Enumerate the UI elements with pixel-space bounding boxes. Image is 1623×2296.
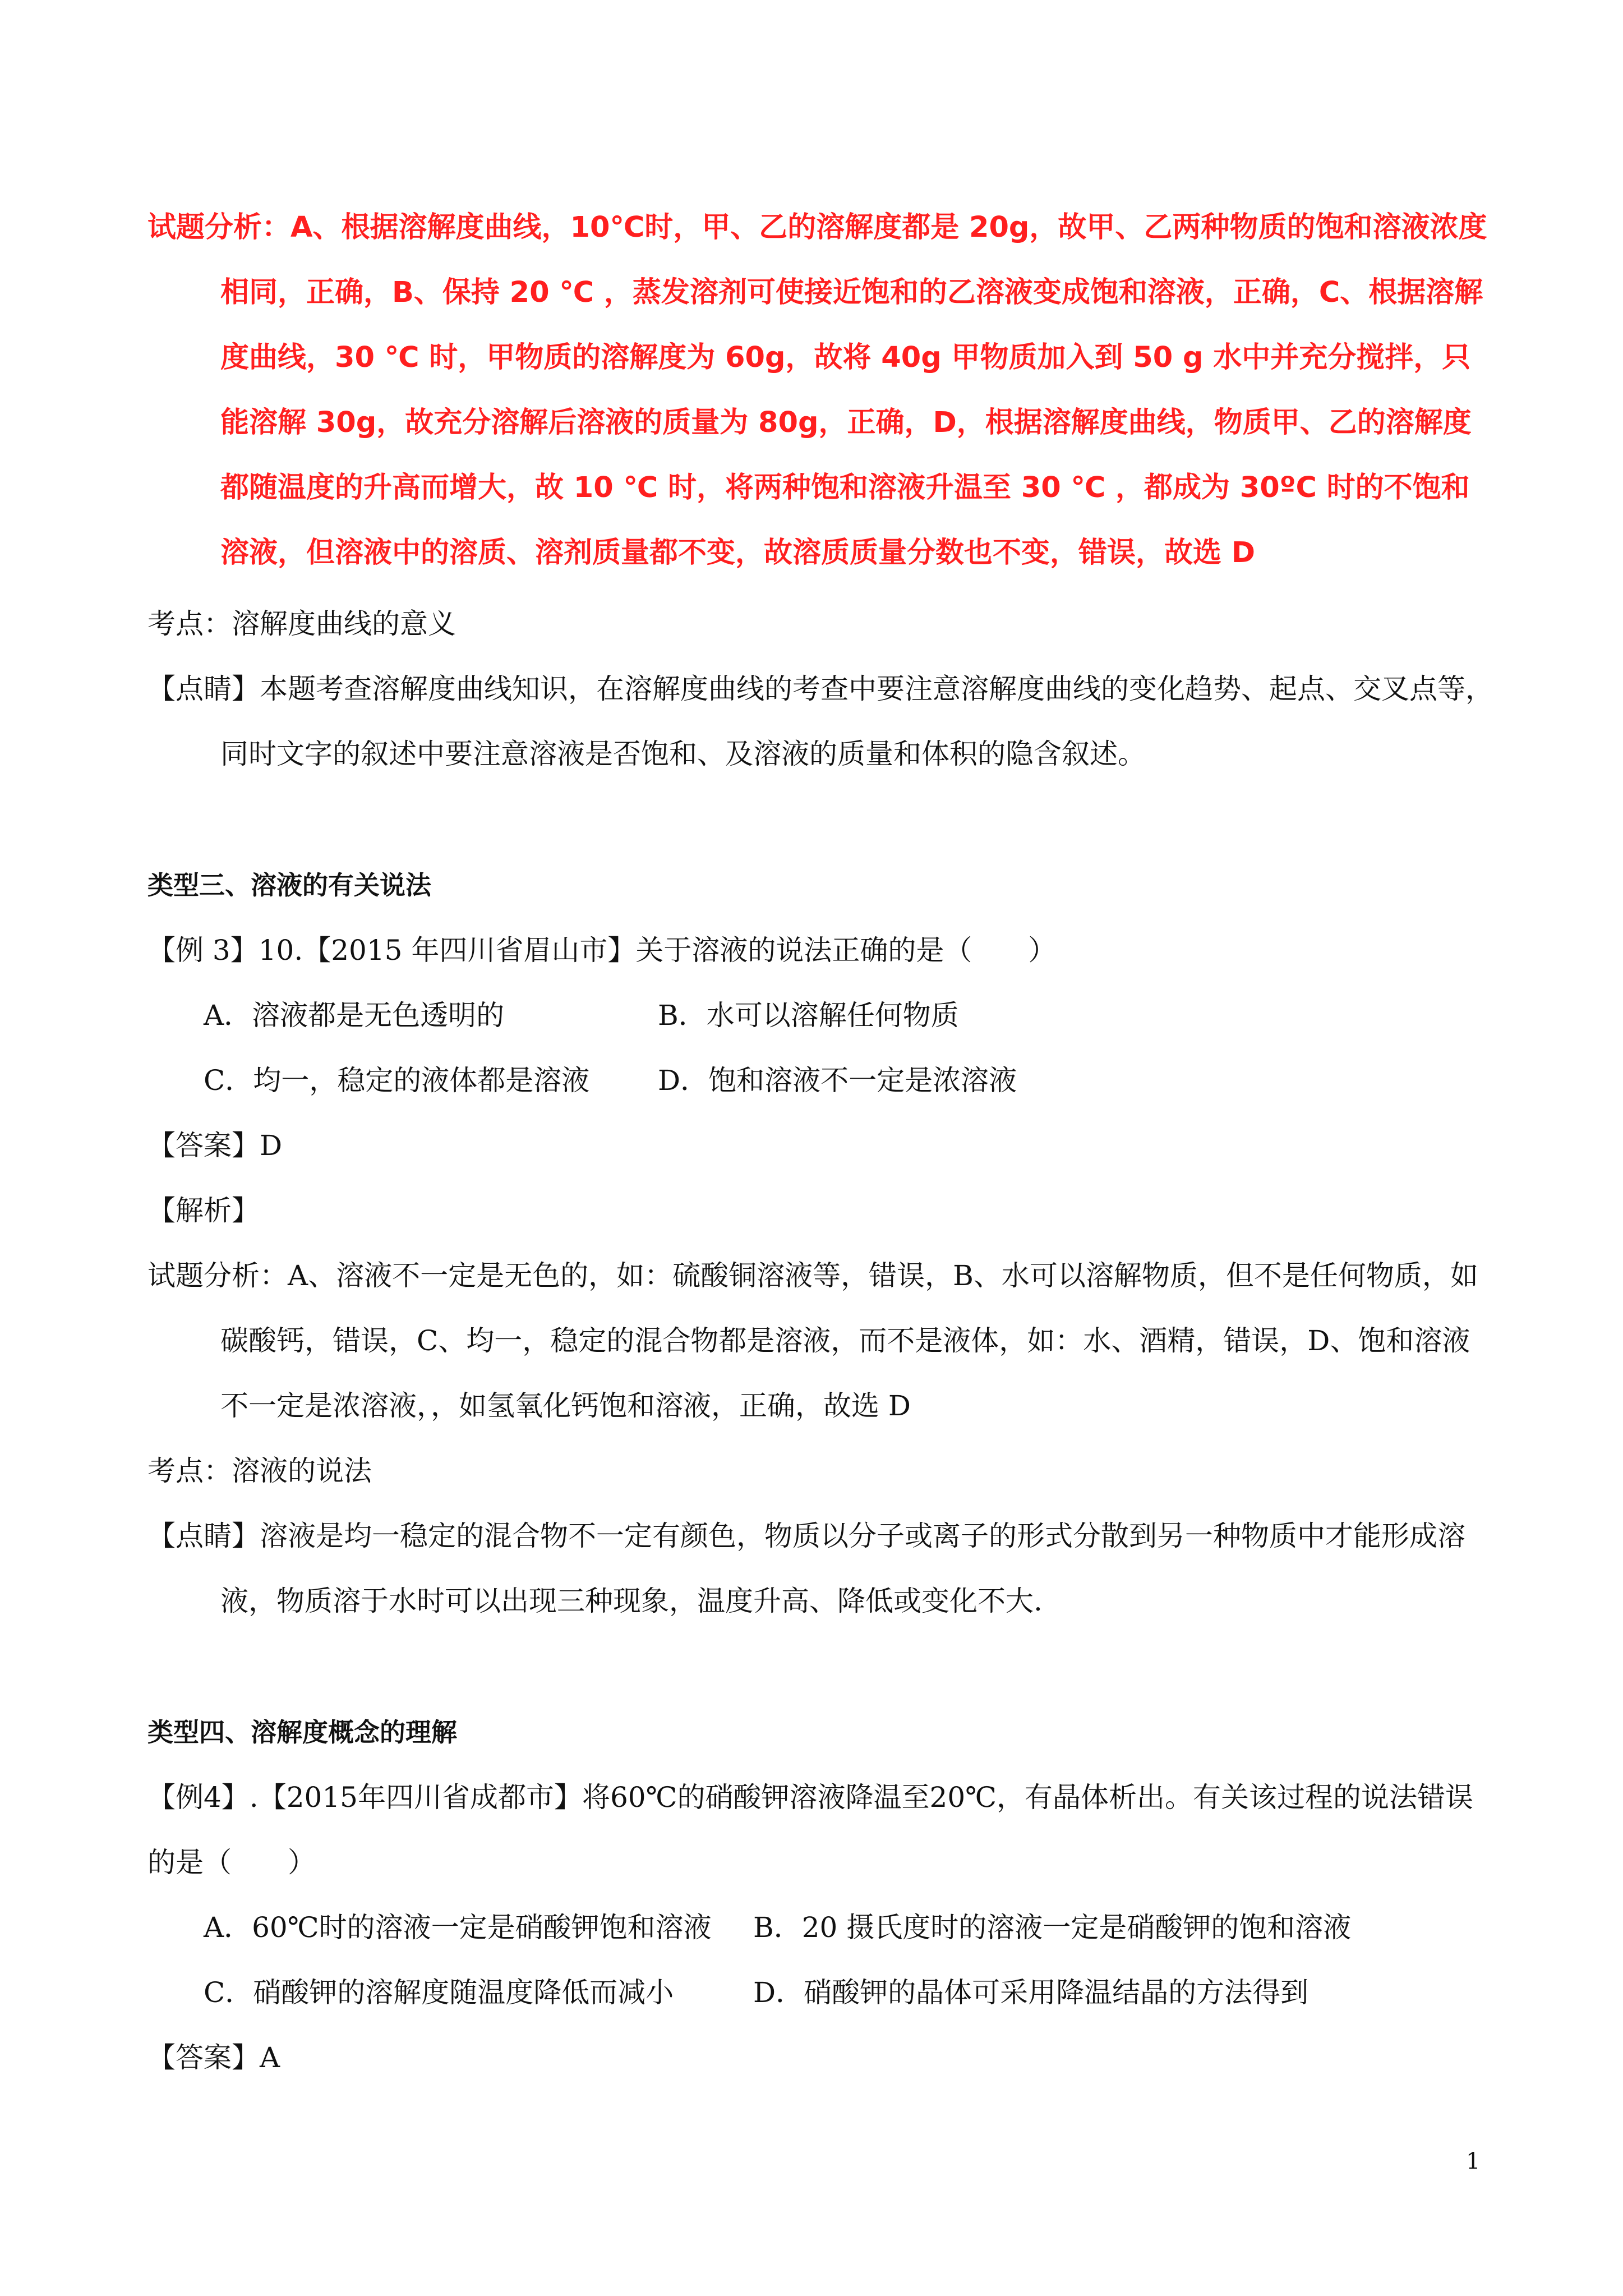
section4-options-row-2: [204, 1960, 1493, 2025]
dianjing-1: 【点睛】本题考查溶解度曲线知识，在溶解度曲线的考查中要注意溶解度曲线的变化趋势、起点、交叉点等，同时文字的叙述中要注意溶液是否饱和、及溶液的质量和体积的隐含叙述。: [147, 673, 1493, 770]
section3-option-a: A．溶液都是无色透明的: [204, 999, 505, 1032]
section3-option-b: B．水可以溶解任何物质: [658, 999, 959, 1032]
section3-answer-block: [147, 1113, 1493, 1634]
kaodian-1: 考点：溶解度曲线的意义: [147, 608, 456, 640]
section3-kaodian: 考点：溶液的说法: [147, 1455, 372, 1487]
section3-jiexi: 【解析】: [147, 1194, 260, 1227]
section3-options-row-1: [204, 983, 1493, 1048]
section4-answer: 【答案】A: [147, 2041, 280, 2074]
section4-answer-block: [147, 2025, 1493, 2090]
section4-option-b: B．20 摄氏度时的溶液一定是硝酸钾的饱和溶液: [753, 1911, 1352, 1944]
page-number: 1: [1466, 2148, 1481, 2174]
section3-heading-block: [147, 853, 1493, 918]
section4-question: 【例4】.【2015年四川省成都市】将60℃的硝酸钾溶液降温至20℃，有晶体析出。有关该过程的说法错误的是（ ）: [147, 1781, 1474, 1879]
section4-question-block: [147, 1765, 1493, 1895]
section4-option-d: D．硝酸钾的晶体可采用降温结晶的方法得到: [753, 1976, 1309, 2009]
section4-option-a: A．60℃时的溶液一定是硝酸钾饱和溶液: [204, 1911, 712, 1944]
kaodian-1-block: [147, 591, 1493, 656]
analysis-red-block: [147, 195, 1493, 586]
section3-analysis: 试题分析：A、溶液不一定是无色的，如：硫酸铜溶液等，错误，B、水可以溶解物质，但不是任何物质，如碳酸钙，错误，C、均一，稳定的混合物都是溶液，而不是液体，如：水、酒精，错误，D、饱和溶液不一定是浓溶液，，如氢氧化钙饱和溶液，正确，故选 D: [147, 1259, 1478, 1422]
section4-options-row-1: [204, 1895, 1493, 1960]
section3-option-c: C．均一，稳定的液体都是溶液: [204, 1064, 590, 1097]
section3-answer: 【答案】D: [147, 1129, 283, 1162]
section4-heading: 类型四、溶解度概念的理解: [147, 1717, 457, 1747]
section3-dianjing: 【点睛】溶液是均一稳定的混合物不一定有颜色，物质以分子或离子的形式分散到另一种物质中才能形成溶液，物质溶于水时可以出现三种现象，温度升高、降低或变化不大.: [147, 1520, 1465, 1617]
analysis-red-text: 试题分析：A、根据溶解度曲线，10℃时，甲、乙的溶解度都是 20g，故甲、乙两种物质的饱和溶液浓度相同，正确，B、保持 20 ℃ ，蒸发溶剂可使接近饱和的乙溶液变成饱和溶液，正确，C、根据溶解度曲线，30 ℃ 时，甲物质的溶解度为 60g，故将 40g 甲物质加入到 50 g 水中并充分搅拌，只能溶解 30g，故充分溶解后溶液的质量为 80g，正确，D，根据溶解度曲线，物质甲、乙的溶解度都随温度的升高而增大，故 10 ℃ 时，将两种饱和溶液升温至 30 ℃ ，都成为 30ºC 时的不饱和溶液，但溶液中的溶质、溶剂质量都不变，故溶质质量分数也不变，错误，故选 D: [147, 211, 1487, 569]
section4-options: [204, 1895, 1493, 2025]
section3-question: 【例 3】10.【2015 年四川省眉山市】关于溶液的说法正确的是（ ）: [147, 934, 1057, 967]
section3-heading: 类型三、溶液的有关说法: [147, 870, 431, 900]
dianjing-1-block: [147, 656, 1493, 786]
section3-option-d: D．饱和溶液不一定是浓溶液: [658, 1064, 1017, 1097]
section4-heading-block: [147, 1700, 1493, 1765]
section3-options: [204, 983, 1493, 1113]
section3-options-row-2: [204, 1048, 1493, 1113]
section4-option-c: C．硝酸钾的溶解度随温度降低而减小: [204, 1976, 674, 2009]
section3-question-block: [147, 918, 1493, 983]
